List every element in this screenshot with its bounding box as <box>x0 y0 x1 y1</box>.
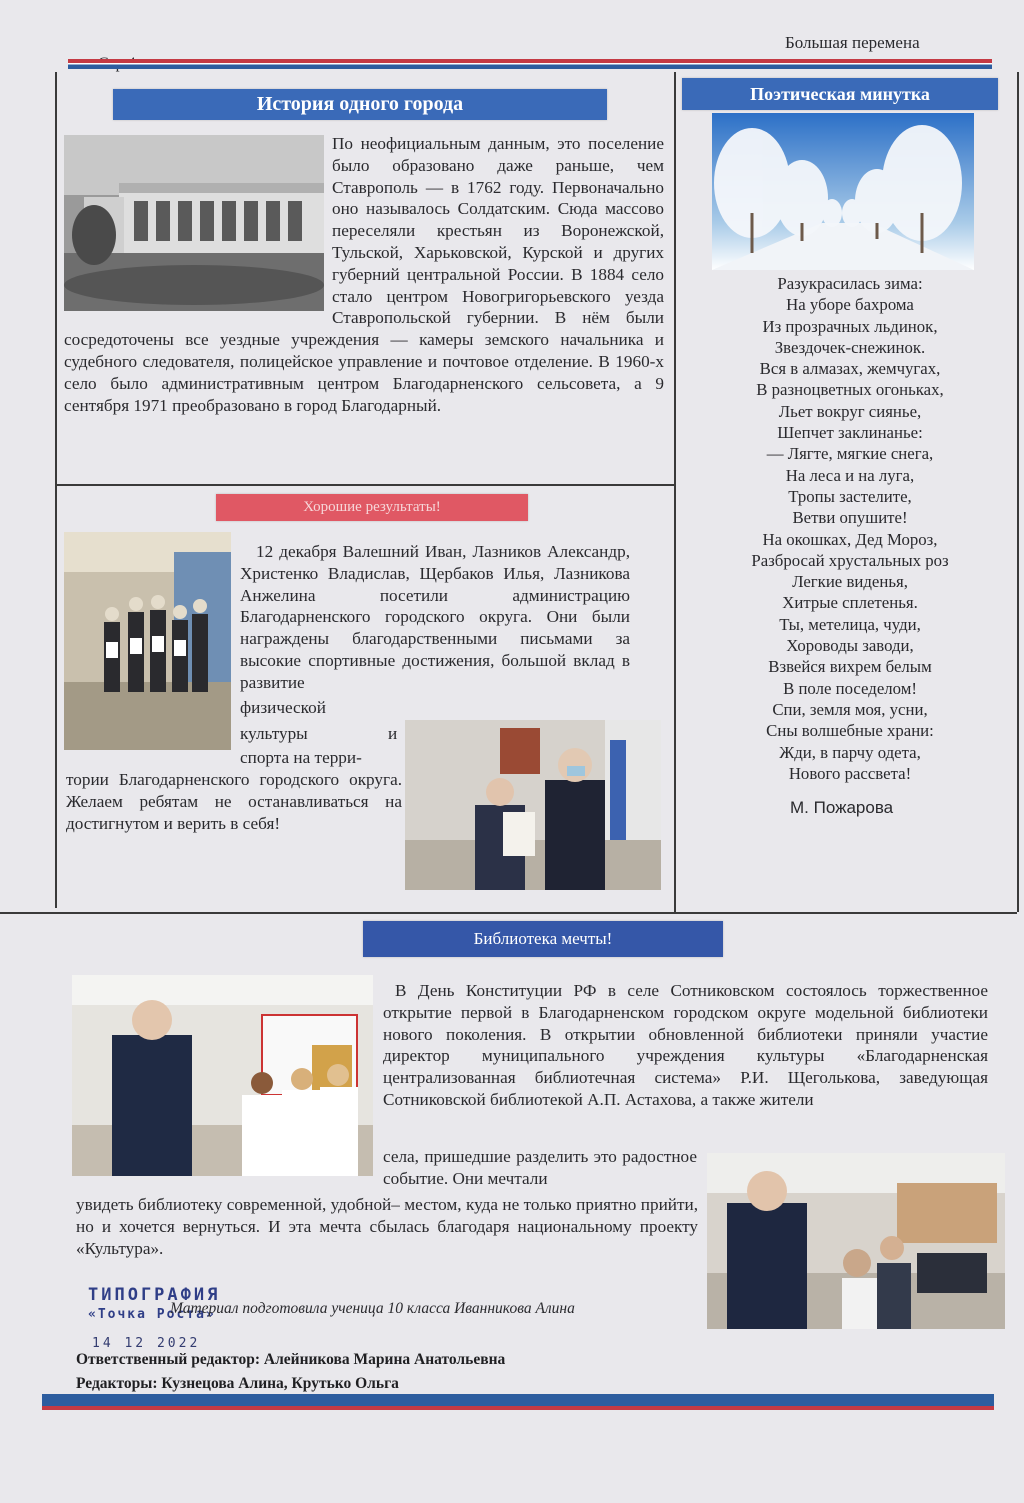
history-title: История одного города <box>113 89 607 120</box>
results-photo-group <box>64 532 231 750</box>
poem-line: Ты, метелица, чуди, <box>779 614 921 634</box>
library-photo-opening <box>72 975 373 1176</box>
results-text-word2: культуры <box>240 724 308 743</box>
poem-line: На леса и на луга, <box>785 465 915 485</box>
history-text: По неофициальным данным, это поселение было образовано даже раньше, чем Ставрополь — в 1762 году. Первоначально оно называлось Солдатским. Сюда массово переселяли крестьян из Воронежской, Тульской, Харьковской, Курской и других губерний центральной России. В 1884 село стало центром Новогригорьевского уезда Ставропольской губернии. В нём были сосредоточены все уездные учреждения — камеры земского начальника и судебного следователя, полицейское управление и почтовое отделение. В 1960-х село было административным центром Благодарненского сельсовета, а 9 сентября 1971 преобразовано в город Благодарный. <box>64 134 664 415</box>
print-stamp-date: 14 12 2022 <box>92 1336 201 1351</box>
section-divider-rule <box>0 912 1017 914</box>
results-text-word1: физической <box>240 698 326 717</box>
poem-line: Вся в алмазах, жемчугах, <box>759 359 941 379</box>
column-divider <box>674 72 676 912</box>
history-bottom-rule <box>55 484 675 486</box>
header-rule <box>68 59 992 69</box>
poem-line: Сны волшебные храни: <box>766 721 934 741</box>
credits-editor: Ответственный редактор: Алейникова Марина Анатольевна <box>76 1351 506 1368</box>
results-text-main: 12 декабря Валешний Иван, Лазников Александр, Христенко Владислав, Щербаков Илья, Лазникова Анжелина посетили администрацию Благодарненского городского округа. Они были награждены благодарственными письмами за высокие спортивные достижения, большой вклад в развитие <box>240 542 630 692</box>
poem-line: Тропы застелите, <box>788 486 912 506</box>
results-text-word4: спорта на терри- <box>240 748 362 767</box>
poem-line: На уборе бахрома <box>786 295 914 315</box>
poem-line: В разноцветных огоньках, <box>756 380 944 400</box>
poem-line: Хитрые сплетенья. <box>782 593 918 613</box>
poem-line: Ветви опушите! <box>792 508 908 528</box>
poem-line: Льет вокруг сиянье, <box>778 401 922 421</box>
results-photo-award <box>405 720 661 890</box>
newspaper-name: Большая перемена <box>785 33 920 52</box>
poem-line: Разбросай хрустальных роз <box>751 550 949 570</box>
poem-line: Шепчет заклинанье: <box>777 423 923 443</box>
poem-line: Взвейся вихрем белым <box>768 657 932 677</box>
library-text-bottom: увидеть библиотеку современной, удобной– местом, куда не только приятно прийти, но и хочется вернуться. И эта мечта сбылась благодаря национальному проекту «Культура». <box>76 1195 698 1258</box>
library-text-top: В День Конституции РФ в селе Сотниковском состоялось торжественное открытие первой в Благодарненском городском округе модельной библиотеки нового поколения. В открытии обновленной библиотеки приняли участие директор муниципального учреждения культуры «Благодарненская централизованная библиотечная система» Р.И. Щеголькова, заведующая Сотниковской библиотекой А.П. Астахова, а также жители <box>383 981 988 1109</box>
results-text-word3: и <box>388 724 398 743</box>
poem-line: — Лягте, мягкие снега, <box>766 444 934 464</box>
results-title: Хорошие результаты! <box>216 494 528 521</box>
left-frame-line <box>55 72 57 908</box>
poem-line: Звездочек-снежинок. <box>774 337 926 357</box>
footer-rule <box>42 1394 994 1410</box>
library-title: Библиотека мечты! <box>363 921 723 957</box>
right-frame-line <box>1017 72 1019 912</box>
library-photo-visit <box>707 1153 1005 1329</box>
print-stamp-line1: ТИПОГРАФИЯ <box>88 1285 221 1305</box>
poem-line: Жди, в парчу одета, <box>779 742 921 762</box>
poem-line: На окошках, Дед Мороз, <box>762 529 938 549</box>
library-text-mid: села, пришедшие разделить это радостное событие. Они мечтали <box>383 1147 697 1188</box>
poetry-title: Поэтическая минутка <box>682 78 998 110</box>
poetry-photo-winter <box>712 113 974 270</box>
poem-line: Легкие виденья, <box>792 572 908 592</box>
poem <box>690 273 1010 784</box>
print-stamp-line2: «Точка Роста» <box>88 1307 216 1322</box>
results-text-end: тории Благодарненского городского округа. Желаем ребятам не останавливаться на достигнутом и верить в себя! <box>66 770 402 833</box>
poem-line: Хороводы заводи, <box>786 636 914 656</box>
credits-editors: Редакторы: Кузнецова Алина, Крутько Ольга <box>76 1375 399 1392</box>
poem-line: Нового рассвета! <box>788 763 912 783</box>
poem-line: Спи, земля моя, усни, <box>772 699 928 719</box>
library-author-note: Материал подготовила ученица 10 класса Иванникова Алина <box>170 1300 575 1317</box>
poem-line: Разукрасилась зима: <box>777 274 923 293</box>
poem-author: М. Пожарова <box>790 798 894 817</box>
poem-line: Из прозрачных льдинок, <box>762 316 938 336</box>
poem-line: В поле поседелом! <box>783 678 917 698</box>
